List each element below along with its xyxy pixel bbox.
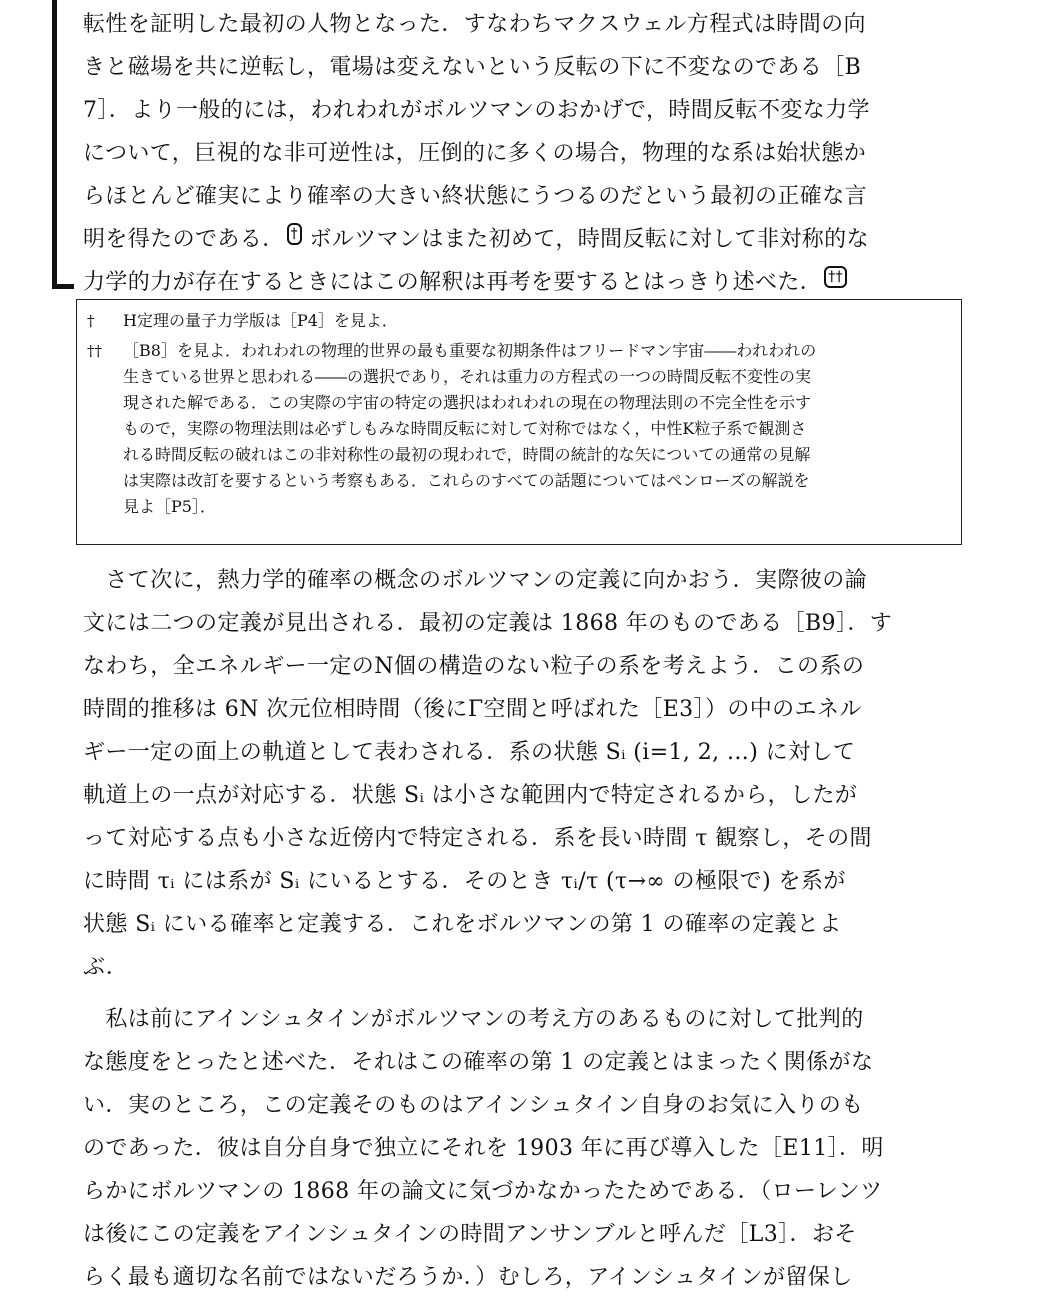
text-line: 転性を証明した最初の人物となった．すなわちマクスウェル方程式は時間の向 <box>83 12 866 37</box>
paragraph-einstein <box>83 998 951 1299</box>
text-line: について，巨視的な非可逆性は，圧倒的に多くの場合，物理的な系は始状態か <box>83 141 867 166</box>
footnote-line: れる時間反転の破れはこの非対称性の最初の現われで，時間の統計的な矢についての通常の見解 <box>123 445 811 464</box>
text-line: さて次に，熱力学的確率の概念のボルツマンの定義に向かおう．実際彼の論 <box>83 568 868 593</box>
footnote-marker-double-dagger[interactable]: †† <box>824 266 847 288</box>
margin-bracket <box>52 0 57 289</box>
text-line-with-marker <box>83 218 951 261</box>
text-line: 7］．より一般的には，われわれがボルツマンのおかげで，時間反転不変な力学 <box>83 98 870 123</box>
footnote-line: 現された解である．この実際の宇宙の特定の選択はわれわれの現在の物理法則の不完全性を示す <box>123 393 812 412</box>
text-line: らほとんど確実により確率の大きい終状態にうつるのだという最初の正確な言 <box>83 184 868 209</box>
text-line: ギー一定の面上の軌道として表わされる．系の状態 Sᵢ (i=1, 2, …) に対して <box>83 740 856 765</box>
text-segment: 明を得たのである． <box>83 227 285 252</box>
text-line: らかにボルツマンの 1868 年の論文に気づかなかったためである．（ローレンツ <box>83 1179 883 1204</box>
text-line: な態度をとったと述べた．それはこの確率の第 1 の定義とはまったく関係がな <box>83 1050 874 1075</box>
footnote-line: H定理の量子力学版は［P4］を見よ． <box>123 311 398 330</box>
footnote-box <box>76 299 962 545</box>
paragraph-boltzmann-definition <box>83 559 951 989</box>
text-line: ぶ． <box>83 955 129 980</box>
text-segment: 力学的力が存在するときにはこの解釈は再考を要するとはっきり述べた． <box>83 270 823 295</box>
text-line: 時間的推移は 6N 次元位相時間（後にΓ空間と呼ばれた［E3］）の中のエネル <box>83 697 862 722</box>
footnote-line: 見よ［P5］． <box>123 497 216 516</box>
text-line: 状態 Sᵢ にいる確率と定義する．これをボルツマンの第 1 の確率の定義とよ <box>83 912 842 937</box>
footnote-mark: †† <box>87 342 102 360</box>
footnote-body <box>123 338 953 520</box>
paragraph-top <box>83 3 951 304</box>
text-segment: ボルツマンはまた初めて，時間反転に対して非対称的な <box>302 227 869 252</box>
footnote-marker-dagger[interactable]: † <box>287 223 302 245</box>
text-line: 軌道上の一点が対応する．状態 Sᵢ は小さな範囲内で特定されるから，したが <box>83 783 858 808</box>
text-line: なわち，全エネルギー一定のN個の構造のない粒子の系を考えよう．この系の <box>83 654 865 679</box>
text-line: い．実のところ，この定義そのものはアインシュタイン自身のお気に入りのも <box>83 1093 864 1118</box>
footnote-line: ［B8］を見よ．われわれの物理的世界の最も重要な初期条件はフリードマン宇宙――われわれの <box>123 341 817 360</box>
text-line: のであった．彼は自分自身で独立にそれを 1903 年に再び導入した［E11］．明 <box>83 1136 884 1161</box>
text-line: らく最も適切な名前ではないだろうか．）むしろ，アインシュタインが留保し <box>83 1265 853 1290</box>
margin-bracket-foot <box>52 284 74 289</box>
footnote-body <box>123 308 953 334</box>
text-line: 私は前にアインシュタインがボルツマンの考え方のあるものに対して批判的 <box>83 1007 864 1032</box>
footnote-line: 生きている世界と思われる――の選択であり，それは重力の方程式の一つの時間反転不変性の実 <box>123 367 812 386</box>
text-line-with-marker <box>83 261 951 304</box>
text-line: きと磁場を共に逆転し，電場は変えないという反転の下に不変なのである［B <box>83 55 862 80</box>
footnote-line: は実際は改訂を要するという考察もある．これらのすべての話題についてはペンローズの解説を <box>123 471 810 490</box>
text-line: に時間 τᵢ には系が Sᵢ にいるとする．そのとき τᵢ/τ (τ→∞ の極限で) を系が <box>83 869 846 894</box>
text-line: 文には二つの定義が見出される．最初の定義は 1868 年のものである［B9］．す <box>83 611 893 636</box>
footnote-line: もので，実際の物理法則は必ずしもみな時間反転に対して対称ではなく，中性K粒子系で観測さ <box>123 419 807 438</box>
text-line: って対応する点も小さな近傍内で特定される．系を長い時間 τ 観察し，その間 <box>83 826 872 851</box>
text-line: は後にこの定義をアインシュタインの時間アンサンブルと呼んだ［L3］．おそ <box>83 1222 857 1247</box>
footnote-mark: † <box>87 312 95 330</box>
